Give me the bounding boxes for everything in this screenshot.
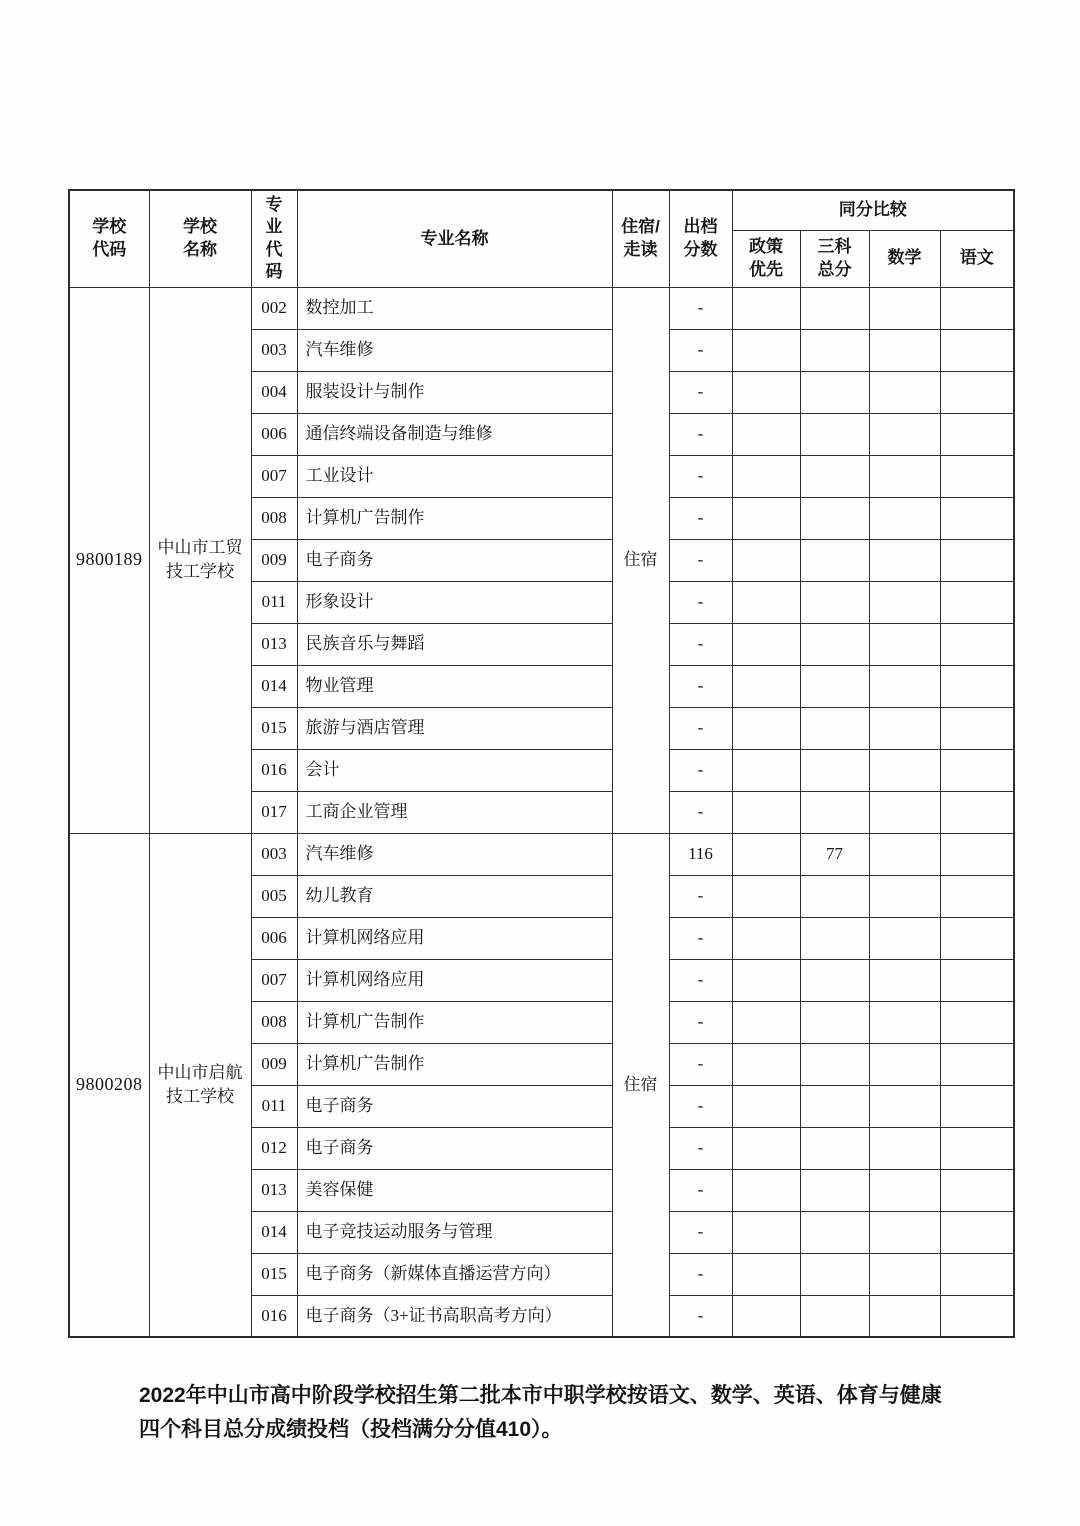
three-subjects-total-cell — [800, 455, 869, 497]
chinese-cell — [940, 371, 1014, 413]
three-subjects-total-cell: 77 — [800, 833, 869, 875]
math-cell — [869, 455, 940, 497]
chinese-cell — [940, 749, 1014, 791]
chinese-cell — [940, 1253, 1014, 1295]
major-name-cell: 美容保健 — [297, 1169, 612, 1211]
major-code-cell: 015 — [251, 707, 297, 749]
major-code-cell: 013 — [251, 1169, 297, 1211]
math-cell — [869, 959, 940, 1001]
score-cell: - — [669, 1295, 732, 1337]
math-cell — [869, 287, 940, 329]
chinese-cell — [940, 581, 1014, 623]
policy-priority-cell — [732, 917, 800, 959]
math-cell — [869, 917, 940, 959]
score-cell: - — [669, 1211, 732, 1253]
chinese-cell — [940, 1001, 1014, 1043]
policy-priority-cell — [732, 1295, 800, 1337]
major-name-cell: 汽车维修 — [297, 329, 612, 371]
header-major-code-line1: 专业 — [265, 194, 283, 237]
header-score — [669, 190, 732, 287]
math-cell — [869, 1085, 940, 1127]
math-cell — [869, 1127, 940, 1169]
score-cell: - — [669, 455, 732, 497]
major-code-cell: 003 — [251, 833, 297, 875]
policy-priority-cell — [732, 371, 800, 413]
math-cell — [869, 1253, 940, 1295]
policy-priority-cell — [732, 413, 800, 455]
major-code-cell: 008 — [251, 1001, 297, 1043]
major-code-cell: 006 — [251, 413, 297, 455]
policy-priority-cell — [732, 749, 800, 791]
score-cell: - — [669, 287, 732, 329]
score-cell: - — [669, 707, 732, 749]
footer-note: 2022年中山市高中阶段学校招生第二批本市中职学校按语文、数学、英语、体育与健康四个科目总分成绩投档（投档满分分值410）。 — [139, 1384, 942, 1441]
chinese-cell — [940, 497, 1014, 539]
school-name-cell: 中山市工贸技工学校 — [149, 287, 251, 833]
major-code-cell: 002 — [251, 287, 297, 329]
policy-priority-cell — [732, 1127, 800, 1169]
chinese-cell — [940, 455, 1014, 497]
math-cell — [869, 581, 940, 623]
major-name-cell: 电子商务 — [297, 539, 612, 581]
policy-priority-cell — [732, 875, 800, 917]
chinese-cell — [940, 791, 1014, 833]
major-name-cell: 计算机广告制作 — [297, 497, 612, 539]
three-subjects-total-cell — [800, 1253, 869, 1295]
score-cell: 116 — [669, 833, 732, 875]
three-subjects-total-cell — [800, 1085, 869, 1127]
policy-priority-cell — [732, 1253, 800, 1295]
chinese-cell — [940, 665, 1014, 707]
header-boarding-line2: 走读 — [623, 239, 658, 259]
three-subjects-total-cell — [800, 1295, 869, 1337]
math-cell — [869, 623, 940, 665]
score-cell: - — [669, 791, 732, 833]
three-subjects-total-cell — [800, 539, 869, 581]
math-cell — [869, 1211, 940, 1253]
math-cell — [869, 497, 940, 539]
chinese-cell — [940, 1295, 1014, 1337]
major-name-cell: 工商企业管理 — [297, 791, 612, 833]
math-cell — [869, 1001, 940, 1043]
score-cell: - — [669, 749, 732, 791]
policy-priority-cell — [732, 1043, 800, 1085]
math-cell — [869, 749, 940, 791]
major-code-cell: 009 — [251, 1043, 297, 1085]
header-boarding — [612, 190, 669, 287]
three-subjects-total-cell — [800, 665, 869, 707]
math-cell — [869, 707, 940, 749]
major-code-cell: 009 — [251, 539, 297, 581]
policy-priority-cell — [732, 455, 800, 497]
header-math: 数学 — [869, 230, 940, 287]
math-cell — [869, 539, 940, 581]
boarding-cell: 住宿 — [612, 287, 669, 833]
major-name-cell: 计算机广告制作 — [297, 1043, 612, 1085]
table-header-row-1 — [69, 190, 1014, 230]
major-code-cell: 007 — [251, 455, 297, 497]
math-cell — [869, 1169, 940, 1211]
three-subjects-total-cell — [800, 1169, 869, 1211]
header-school-code-line2: 代码 — [92, 239, 127, 259]
chinese-cell — [940, 1043, 1014, 1085]
math-cell — [869, 665, 940, 707]
three-subjects-total-cell — [800, 413, 869, 455]
school-code-cell: 9800208 — [69, 833, 149, 1337]
header-chinese: 语文 — [940, 230, 1014, 287]
math-cell — [869, 791, 940, 833]
chinese-cell — [940, 833, 1014, 875]
header-major-code-line2: 代码 — [265, 239, 283, 282]
chinese-cell — [940, 1085, 1014, 1127]
major-name-cell: 计算机广告制作 — [297, 1001, 612, 1043]
three-subjects-total-cell — [800, 917, 869, 959]
score-cell: - — [669, 1253, 732, 1295]
three-subjects-total-cell — [800, 1211, 869, 1253]
policy-priority-cell — [732, 1169, 800, 1211]
school-name-cell: 中山市启航技工学校 — [149, 833, 251, 1337]
chinese-cell — [940, 959, 1014, 1001]
score-cell: - — [669, 1085, 732, 1127]
boarding-cell: 住宿 — [612, 833, 669, 1337]
three-subjects-total-cell — [800, 1001, 869, 1043]
major-code-cell: 004 — [251, 371, 297, 413]
major-code-cell: 006 — [251, 917, 297, 959]
math-cell — [869, 1295, 940, 1337]
policy-priority-cell — [732, 1085, 800, 1127]
header-school-name-line2: 名称 — [183, 239, 217, 259]
score-cell: - — [669, 1001, 732, 1043]
policy-priority-cell — [732, 539, 800, 581]
chinese-cell — [940, 287, 1014, 329]
major-code-cell: 013 — [251, 623, 297, 665]
math-cell — [869, 329, 940, 371]
score-cell: - — [669, 539, 732, 581]
major-code-cell: 008 — [251, 497, 297, 539]
major-name-cell: 会计 — [297, 749, 612, 791]
chinese-cell — [940, 1169, 1014, 1211]
chinese-cell — [940, 1211, 1014, 1253]
header-policy-priority-line2: 优先 — [749, 259, 783, 279]
three-subjects-total-cell — [800, 749, 869, 791]
major-code-cell: 015 — [251, 1253, 297, 1295]
score-cell: - — [669, 413, 732, 455]
score-cell: - — [669, 581, 732, 623]
header-policy-priority — [732, 230, 800, 287]
major-name-cell: 数控加工 — [297, 287, 612, 329]
table-row — [69, 287, 1014, 329]
score-cell: - — [669, 917, 732, 959]
policy-priority-cell — [732, 833, 800, 875]
three-subjects-total-cell — [800, 497, 869, 539]
major-name-cell: 电子商务 — [297, 1127, 612, 1169]
three-subjects-total-cell — [800, 707, 869, 749]
admission-results-table — [68, 189, 1015, 1338]
policy-priority-cell — [732, 581, 800, 623]
header-same-score-comparison: 同分比较 — [732, 190, 1014, 230]
header-school-code-line1: 学校 — [92, 217, 127, 237]
header-three-subjects-total-line2: 总分 — [817, 259, 852, 279]
major-code-cell: 007 — [251, 959, 297, 1001]
school-code-cell: 9800189 — [69, 287, 149, 833]
chinese-cell — [940, 1127, 1014, 1169]
header-major-name: 专业名称 — [297, 190, 612, 287]
three-subjects-total-cell — [800, 581, 869, 623]
policy-priority-cell — [732, 707, 800, 749]
major-name-cell: 幼儿教育 — [297, 875, 612, 917]
table-row — [69, 833, 1014, 875]
chinese-cell — [940, 413, 1014, 455]
policy-priority-cell — [732, 497, 800, 539]
major-code-cell: 011 — [251, 1085, 297, 1127]
major-code-cell: 016 — [251, 1295, 297, 1337]
header-boarding-line1: 住宿/ — [621, 217, 660, 237]
major-name-cell: 通信终端设备制造与维修 — [297, 413, 612, 455]
chinese-cell — [940, 875, 1014, 917]
score-cell: - — [669, 875, 732, 917]
score-cell: - — [669, 1127, 732, 1169]
header-three-subjects-total-line1: 三科 — [817, 237, 852, 257]
major-name-cell: 电子商务（新媒体直播运营方向） — [297, 1253, 612, 1295]
score-cell: - — [669, 1169, 732, 1211]
header-three-subjects-total — [800, 230, 869, 287]
policy-priority-cell — [732, 287, 800, 329]
header-policy-priority-line1: 政策 — [749, 237, 783, 257]
major-name-cell: 电子竞技运动服务与管理 — [297, 1211, 612, 1253]
header-school-code — [69, 190, 149, 287]
math-cell — [869, 875, 940, 917]
major-name-cell: 电子商务（3+证书高职高考方向） — [297, 1295, 612, 1337]
chinese-cell — [940, 623, 1014, 665]
math-cell — [869, 413, 940, 455]
chinese-cell — [940, 329, 1014, 371]
three-subjects-total-cell — [800, 287, 869, 329]
major-name-cell: 计算机网络应用 — [297, 959, 612, 1001]
header-school-name — [149, 190, 251, 287]
policy-priority-cell — [732, 665, 800, 707]
major-code-cell: 016 — [251, 749, 297, 791]
three-subjects-total-cell — [800, 875, 869, 917]
score-cell: - — [669, 1043, 732, 1085]
math-cell — [869, 371, 940, 413]
three-subjects-total-cell — [800, 1043, 869, 1085]
major-name-cell: 旅游与酒店管理 — [297, 707, 612, 749]
chinese-cell — [940, 539, 1014, 581]
major-name-cell: 电子商务 — [297, 1085, 612, 1127]
table-header — [69, 190, 1014, 287]
three-subjects-total-cell — [800, 959, 869, 1001]
policy-priority-cell — [732, 959, 800, 1001]
major-name-cell: 民族音乐与舞蹈 — [297, 623, 612, 665]
header-school-name-line1: 学校 — [183, 217, 217, 237]
score-cell: - — [669, 497, 732, 539]
major-code-cell: 012 — [251, 1127, 297, 1169]
chinese-cell — [940, 917, 1014, 959]
header-score-line2: 分数 — [683, 239, 718, 259]
major-code-cell: 005 — [251, 875, 297, 917]
major-code-cell: 011 — [251, 581, 297, 623]
math-cell — [869, 833, 940, 875]
three-subjects-total-cell — [800, 1127, 869, 1169]
policy-priority-cell — [732, 623, 800, 665]
policy-priority-cell — [732, 1001, 800, 1043]
policy-priority-cell — [732, 1211, 800, 1253]
chinese-cell — [940, 707, 1014, 749]
table-body — [69, 287, 1014, 1337]
score-cell: - — [669, 623, 732, 665]
header-score-line1: 出档 — [683, 217, 718, 237]
score-cell: - — [669, 329, 732, 371]
major-name-cell: 工业设计 — [297, 455, 612, 497]
score-cell: - — [669, 959, 732, 1001]
major-name-cell: 物业管理 — [297, 665, 612, 707]
policy-priority-cell — [732, 329, 800, 371]
header-major-code — [251, 190, 297, 287]
score-cell: - — [669, 371, 732, 413]
three-subjects-total-cell — [800, 791, 869, 833]
math-cell — [869, 1043, 940, 1085]
major-code-cell: 017 — [251, 791, 297, 833]
major-code-cell: 014 — [251, 665, 297, 707]
major-name-cell: 形象设计 — [297, 581, 612, 623]
major-code-cell: 014 — [251, 1211, 297, 1253]
major-name-cell: 计算机网络应用 — [297, 917, 612, 959]
three-subjects-total-cell — [800, 329, 869, 371]
major-name-cell: 服装设计与制作 — [297, 371, 612, 413]
major-code-cell: 003 — [251, 329, 297, 371]
three-subjects-total-cell — [800, 371, 869, 413]
three-subjects-total-cell — [800, 623, 869, 665]
major-name-cell: 汽车维修 — [297, 833, 612, 875]
score-cell: - — [669, 665, 732, 707]
policy-priority-cell — [732, 791, 800, 833]
